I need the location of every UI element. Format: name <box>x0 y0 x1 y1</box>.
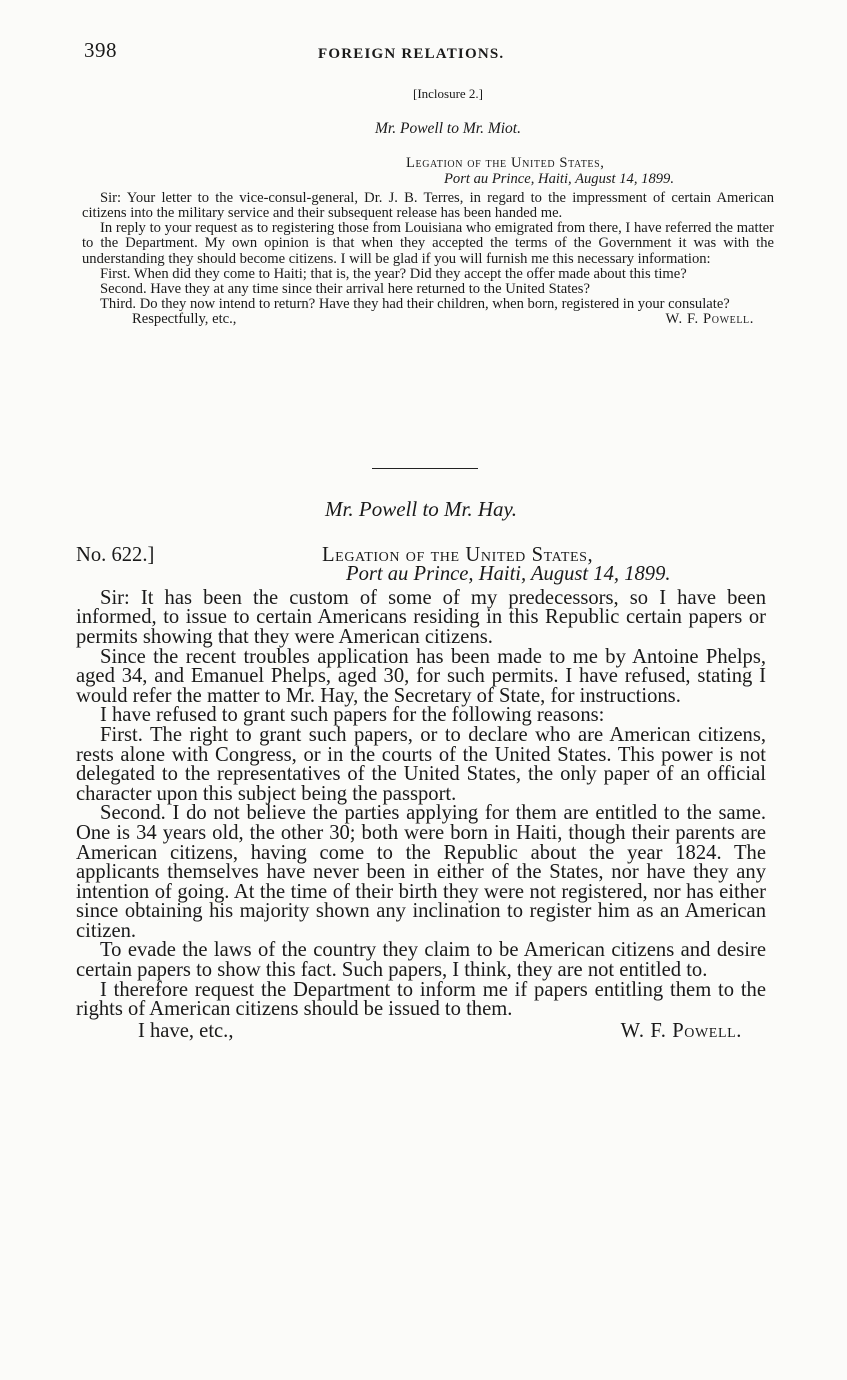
despatch-paragraph: I therefore request the Department to inform me if papers entitling them to the rights of American citizens should be issued to them. <box>76 978 766 1021</box>
inclosure-salutation: Mr. Powell to Mr. Miot. <box>375 120 521 138</box>
inclosure-closing-row <box>82 312 774 327</box>
despatch-paragraph: Since the recent troubles application has been made to me by Antoine Phelps, aged 34, and Emanuel Phelps, aged 30, for such permits. I have refused, stating I would refer the matter to Mr. Hay, the Secretary of State, for instructions. <box>76 645 766 707</box>
inclosure-paragraph: Sir: Your letter to the vice-consul-general, Dr. J. B. Terres, in regard to the impressment of certain American citizens into the military service and their subsequent release has been handed me. <box>82 189 774 222</box>
despatch-paragraph: To evade the laws of the country they claim to be American citizens and desire certain papers to show this fact. Such papers, I think, they are not entitled to. <box>76 939 766 982</box>
despatch-closing: I have, etc., <box>138 1019 234 1042</box>
page-number: 398 <box>84 38 117 62</box>
despatch-number: No. 622.] <box>76 543 155 566</box>
inclosure-letter <box>82 86 774 328</box>
inclosure-paragraph: Second. Have they at any time since their arrival here returned to the United States? <box>100 281 590 298</box>
section-divider <box>372 468 478 469</box>
inclosure-label: [Inclosure 2.] <box>412 86 484 101</box>
despatch-letter <box>76 497 766 1042</box>
despatch-paragraph: I have refused to grant such papers for the following reasons: <box>100 704 605 727</box>
inclosure-legation: Legation of the United States, <box>406 155 605 172</box>
despatch-legation: Legation of the United States, <box>322 543 594 566</box>
despatch-signature: W. F. Powell. <box>620 1019 742 1042</box>
inclosure-paragraph: First. When did they come to Haiti; that is, the year? Did they accept the offer made about this time? <box>100 265 687 282</box>
inclosure-paragraph: In reply to your request as to registering those from Louisiana who emigrated from there, I have referred the matter to the Department. My own opinion is that when they accepted the terms of the Government it was with the understanding they should become citizens. I will be glad if you will furnish me this necessary information: <box>82 220 774 267</box>
inclosure-dateline: Port au Prince, Haiti, August 14, 1899. <box>444 170 674 187</box>
despatch-salutation: Mr. Powell to Mr. Hay. <box>325 497 517 521</box>
despatch-paragraph: First. The right to grant such papers, or to declare who are American citizens, rests alone with Congress, or in the courts of the United States. This power is not delegated to the representatives of the United States, the only paper of an official character upon this subject being the passport. <box>76 723 766 805</box>
inclosure-closing: Respectfully, etc., <box>132 311 237 328</box>
despatch-body <box>76 586 766 1021</box>
running-head <box>0 38 847 68</box>
despatch-closing-row <box>76 1019 766 1042</box>
inclosure-paragraph: Third. Do they now intend to return? Have they had their children, when born, registered in your consulate? <box>100 296 730 313</box>
despatch-dateline: Port au Prince, Haiti, August 14, 1899. <box>346 563 671 586</box>
running-head-title: FOREIGN RELATIONS. <box>318 46 505 62</box>
despatch-paragraph: Second. I do not believe the parties applying for them are entitled to the same. One is 34 years old, the other 30; both were born in Haiti, though their parents are American citizens, having come to the Republic about the year 1824. The applicants themselves have never been in either of the States, nor have they any intention of going. At the time of their birth they were not registered, nor has either since obtaining his majority shown any inclination to register him as an American citizen. <box>76 802 766 942</box>
despatch-paragraph: Sir: It has been the custom of some of my predecessors, so I have been informed, to issue to certain Americans residing in this Republic certain papers or permits showing that they were American citizens. <box>76 586 766 648</box>
inclosure-signature: W. F. Powell. <box>665 311 754 328</box>
